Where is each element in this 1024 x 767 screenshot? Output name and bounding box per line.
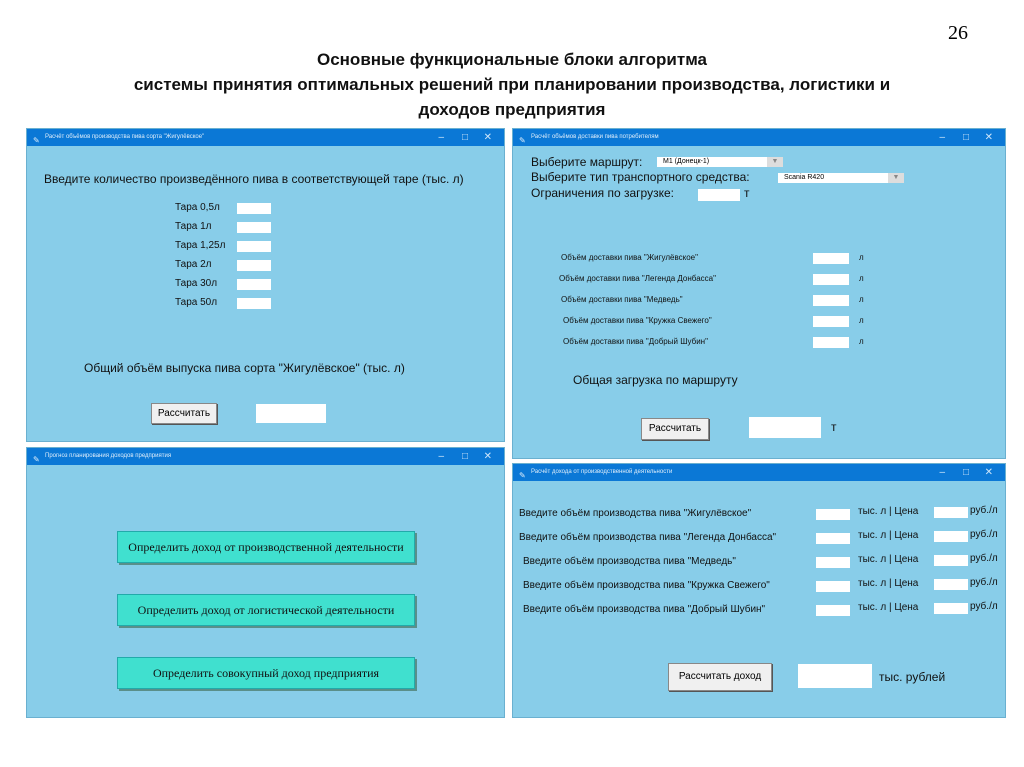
tare-input[interactable] xyxy=(237,298,271,309)
vehicle-value: Scania R420 xyxy=(784,174,825,181)
window-title: Расчёт объёмов доставки пива потребителям xyxy=(531,134,659,140)
total-output[interactable] xyxy=(256,404,326,423)
price-label: тыс. л | Цена xyxy=(858,578,919,589)
unit-label: руб./л xyxy=(970,577,998,588)
price-input[interactable] xyxy=(934,579,968,590)
tare-input[interactable] xyxy=(237,222,271,233)
price-label: тыс. л | Цена xyxy=(858,530,919,541)
unit-label: руб./л xyxy=(970,601,998,612)
close-button[interactable]: ✕ xyxy=(984,132,993,143)
row-label: Введите объём производства пива "Легенда Донбасса" xyxy=(519,532,777,543)
row-label: Введите объём производства пива "Добрый Шубин" xyxy=(523,604,766,615)
row-label: Объём доставки пива "Кружка Свежего" xyxy=(563,316,712,325)
row-label: Тара 50л xyxy=(175,297,218,308)
close-button[interactable]: ✕ xyxy=(483,132,492,143)
title-bar xyxy=(27,129,504,146)
unit-label: руб./л xyxy=(970,553,998,564)
row-label: Введите объём производства пива "Кружка Свежего" xyxy=(523,580,770,591)
calculate-button[interactable]: Рассчитать xyxy=(641,418,709,440)
feather-icon: ✎ xyxy=(519,471,526,480)
feather-icon: ✎ xyxy=(33,455,40,464)
title-bar xyxy=(27,448,504,465)
maximize-button[interactable]: □ xyxy=(962,132,969,143)
tare-input[interactable] xyxy=(237,279,271,290)
route-label: Выберите маршрут: xyxy=(531,155,643,169)
volume-input[interactable] xyxy=(816,509,850,520)
row-label: Объём доставки пива "Жигулёвское" xyxy=(561,253,698,262)
delivery-input[interactable] xyxy=(813,295,849,306)
volume-input[interactable] xyxy=(816,605,850,616)
window-title: Прогноз планирования доходов предприятия xyxy=(45,453,172,459)
total-label: Общая загрузка по маршруту xyxy=(573,373,738,387)
delivery-input[interactable] xyxy=(813,316,849,327)
delivery-input[interactable] xyxy=(813,337,849,348)
row-label: Тара 1л xyxy=(175,221,212,232)
price-label: тыс. л | Цена xyxy=(858,554,919,565)
row-label: Тара 0,5л xyxy=(175,202,220,213)
tare-input[interactable] xyxy=(237,241,271,252)
minimize-button[interactable]: – xyxy=(939,132,945,143)
vehicle-select[interactable] xyxy=(778,173,904,183)
limit-input[interactable] xyxy=(698,189,740,201)
logistics-income-button[interactable]: Определить доход от логистической деятельности xyxy=(117,594,415,626)
slide-title-line-1: Основные функциональные блоки алгоритма xyxy=(316,50,708,69)
price-label: тыс. л | Цена xyxy=(858,602,919,613)
title-bar xyxy=(513,129,1005,146)
unit-label: л xyxy=(859,316,864,325)
close-button[interactable]: ✕ xyxy=(984,467,993,478)
chevron-down-icon[interactable]: ▼ xyxy=(888,173,904,183)
slide-title-line-2: системы принятия оптимальных решений при планировании производства, логистики и xyxy=(133,75,891,94)
total-output[interactable] xyxy=(749,417,821,438)
production-income-window xyxy=(512,463,1006,718)
price-input[interactable] xyxy=(934,531,968,542)
row-label: Объём доставки пива "Добрый Шубин" xyxy=(563,337,708,346)
production-volume-window xyxy=(26,128,505,442)
page-number: 26 xyxy=(948,22,968,44)
close-button[interactable]: ✕ xyxy=(483,451,492,462)
total-income-button[interactable]: Определить совокупный доход предприятия xyxy=(117,657,415,689)
unit-label: л xyxy=(859,253,864,262)
row-label: Объём доставки пива "Легенда Донбасса" xyxy=(559,274,716,283)
minimize-button[interactable]: – xyxy=(939,467,945,478)
prompt-label: Введите количество произведённого пива в соответствующей таре (тыс. л) xyxy=(44,172,464,186)
unit-label: т xyxy=(744,186,750,200)
delivery-input[interactable] xyxy=(813,274,849,285)
title-bar xyxy=(513,464,1005,481)
volume-input[interactable] xyxy=(816,533,850,544)
unit-label: л xyxy=(859,274,864,283)
maximize-button[interactable]: □ xyxy=(962,467,969,478)
feather-icon: ✎ xyxy=(33,136,40,145)
row-label: Объём доставки пива "Медведь" xyxy=(561,295,683,304)
tare-input[interactable] xyxy=(237,260,271,271)
window-title: Расчёт дохода от производственной деятельности xyxy=(531,469,673,475)
calculate-button[interactable]: Рассчитать xyxy=(151,403,217,424)
feather-icon: ✎ xyxy=(519,136,526,145)
unit-label: руб./л xyxy=(970,529,998,540)
limit-label: Ограничения по загрузке: xyxy=(531,186,674,200)
price-input[interactable] xyxy=(934,507,968,518)
unit-label: л xyxy=(859,295,864,304)
volume-input[interactable] xyxy=(816,581,850,592)
unit-label: тыс. рублей xyxy=(879,670,946,684)
income-forecast-window xyxy=(26,447,505,718)
production-income-button[interactable]: Определить доход от производственной деятельности xyxy=(117,531,415,563)
price-input[interactable] xyxy=(934,555,968,566)
price-label: тыс. л | Цена xyxy=(858,506,919,517)
maximize-button[interactable]: □ xyxy=(461,451,468,462)
row-label: Тара 1,25л xyxy=(175,240,226,251)
row-label: Введите объём производства пива "Медведь" xyxy=(523,556,736,567)
slide-title-line-3: доходов предприятия xyxy=(418,100,606,119)
window-title: Расчёт объёмов производства пива сорта "Жигулёвское" xyxy=(45,134,205,140)
income-output[interactable] xyxy=(798,664,872,688)
route-select[interactable] xyxy=(657,157,783,167)
minimize-button[interactable]: – xyxy=(438,451,444,462)
total-label: Общий объём выпуска пива сорта "Жигулёвское" (тыс. л) xyxy=(84,361,405,375)
unit-label: руб./л xyxy=(970,505,998,516)
unit-label: л xyxy=(859,337,864,346)
calculate-income-button[interactable]: Рассчитать доход xyxy=(668,663,772,691)
vehicle-label: Выберите тип транспортного средства: xyxy=(531,170,750,184)
chevron-down-icon[interactable]: ▼ xyxy=(767,157,783,167)
row-label: Тара 30л xyxy=(175,278,218,289)
row-label: Введите объём производства пива "Жигулёвское" xyxy=(519,508,752,519)
delivery-input[interactable] xyxy=(813,253,849,264)
minimize-button[interactable]: – xyxy=(438,132,444,143)
volume-input[interactable] xyxy=(816,557,850,568)
maximize-button[interactable]: □ xyxy=(461,132,468,143)
unit-label: т xyxy=(831,420,837,434)
price-input[interactable] xyxy=(934,603,968,614)
tare-input[interactable] xyxy=(237,203,271,214)
row-label: Тара 2л xyxy=(175,259,212,270)
delivery-volume-window xyxy=(512,128,1006,459)
route-value: М1 (Донецк-1) xyxy=(663,158,710,165)
